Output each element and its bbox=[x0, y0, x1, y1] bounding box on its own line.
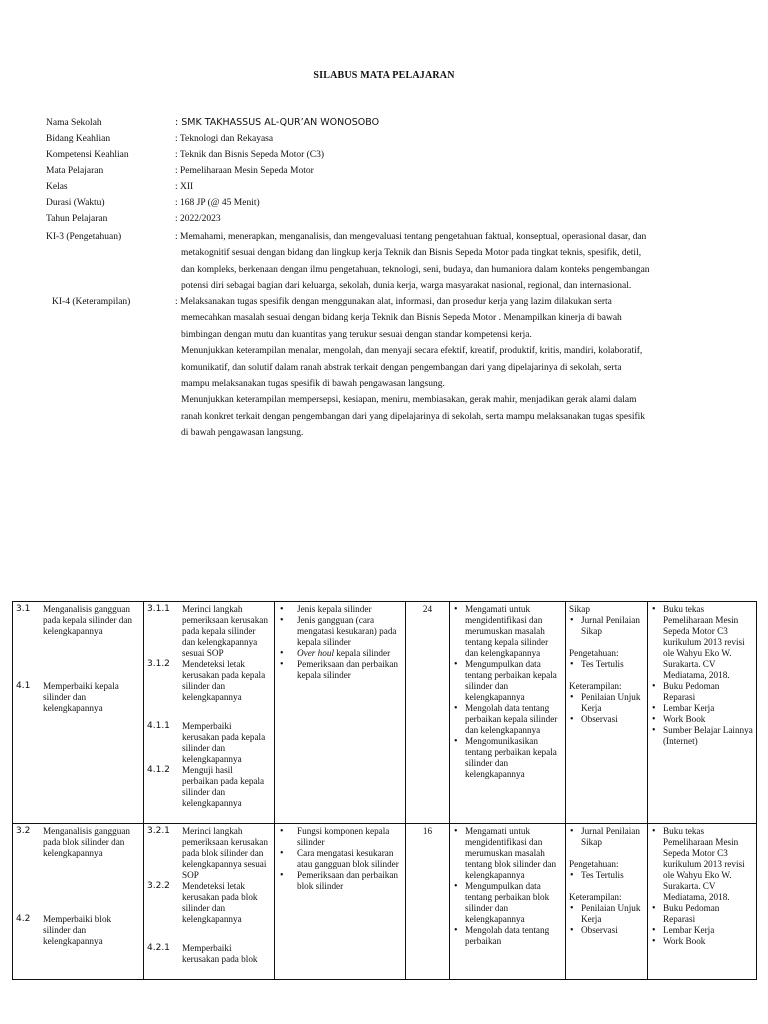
penilaian-keterampilan-label: Keterampilan: bbox=[569, 681, 622, 691]
indicator-item bbox=[147, 721, 271, 765]
indicator-number: 3.1.1 bbox=[147, 604, 170, 614]
kegiatan-list bbox=[453, 826, 562, 947]
ki3-label: KI-3 (Pengetahuan) bbox=[46, 232, 122, 242]
ki4-label: KI-4 (Keterampilan) bbox=[52, 297, 131, 307]
info-value: : XII bbox=[175, 182, 194, 192]
ki4-line: : Melaksanakan tugas spesifik dengan menggunakan alat, informasi, dan prosedur kerja yang lazim dilakukan serta bbox=[175, 297, 612, 307]
indicator-text: Memperbaiki kerusakan pada kepala silinder dan kelengkapannya bbox=[182, 721, 266, 764]
list-item: • Buku tekas Pemeliharaan Mesin Sepeda Motor C3 kurikulum 2013 revisi ole Wahyu Eko W. Surakarta. CV Mediatama, 2018. bbox=[651, 604, 753, 681]
list-item: • Lembar Kerja bbox=[651, 925, 753, 936]
list-item: • Tes Tertulis bbox=[569, 870, 644, 881]
list-item: • Mengumpulkan data tentang perbaikan blok silinder dan kelengkapannya bbox=[453, 881, 562, 925]
penilaian-pengetahuan-label: Pengetahuan: bbox=[569, 648, 619, 658]
kegiatan-list bbox=[453, 604, 562, 780]
indicator-number: 3.2.2 bbox=[147, 881, 170, 891]
indicator-number: 4.1.1 bbox=[147, 721, 170, 731]
ki4-line: komunikatif, dan solutif dalam ranah abstrak terkait dengan pengembangan dari yang dipelajarinya di sekolah, serta bbox=[181, 362, 622, 373]
list-item bbox=[278, 848, 402, 870]
indicator-number: 4.2.1 bbox=[147, 943, 170, 953]
ki4-line: di bawah pengawasan langsung. bbox=[181, 428, 304, 439]
info-row-subject bbox=[46, 163, 736, 179]
ki4-text bbox=[175, 294, 745, 442]
indicator-text: Mendeteksi letak kerusakan pada blok silinder dan kelengkapannya bbox=[182, 881, 258, 924]
info-label: Kompetensi Keahlian bbox=[46, 150, 129, 160]
list-item: • Mengamati untuk mengidentifikasi dan merumuskan masalah tentang blok silinder dan kelengkapannya bbox=[453, 826, 562, 881]
ki3-text bbox=[175, 229, 745, 295]
materi-text: Pemeriksaan dan perbaikan blok silinder bbox=[297, 870, 399, 891]
sumber-list bbox=[651, 826, 753, 947]
kd-cell bbox=[13, 602, 144, 824]
indicator-cell bbox=[144, 602, 275, 824]
list-item: • Penilaian Unjuk Kerja bbox=[569, 692, 644, 714]
penilaian-cell bbox=[566, 824, 648, 980]
indicator-item bbox=[147, 659, 271, 703]
info-label: Nama Sekolah bbox=[46, 118, 102, 128]
list-item bbox=[278, 659, 402, 681]
penilaian-keterampilan-list bbox=[569, 903, 644, 936]
ki3-line: dan kompleks, berkenaan dengan ilmu pengetahuan, teknologi, seni, budaya, dan humaniora dalam konteks pengembangan bbox=[181, 264, 650, 275]
ki3-line: metakognitif sesuai dengan bidang dan lingkup kerja Teknik dan Bisnis Sepeda Motor pada tingkat teknis, spesifik, detil, bbox=[181, 248, 642, 259]
indicator-cell bbox=[144, 824, 275, 980]
indicator-item bbox=[147, 943, 271, 965]
table-row bbox=[13, 602, 757, 824]
indicator-number: 3.1.2 bbox=[147, 659, 170, 669]
indicator-text: Mendeteksi letak kerusakan pada kepala silinder dan kelengkapannya bbox=[182, 659, 266, 702]
kd4-item bbox=[16, 681, 140, 714]
syllabus-table bbox=[12, 601, 757, 980]
list-item: • Work Book bbox=[651, 714, 753, 725]
table-row bbox=[13, 824, 757, 980]
list-item: • Jurnal Penilaian Sikap bbox=[569, 826, 644, 848]
indicator-number: 4.1.2 bbox=[147, 765, 170, 775]
info-label: Durasi (Waktu) bbox=[46, 198, 105, 208]
list-item bbox=[278, 826, 402, 848]
indicator-item bbox=[147, 881, 271, 925]
document-title: SILABUS MATA PELAJARAN bbox=[313, 70, 455, 81]
info-row-competency bbox=[46, 147, 736, 163]
kd-text: Menganalisis gangguan pada blok silinder dan kelengkapannya bbox=[43, 826, 131, 858]
materi-text: Jenis kepala silinder bbox=[297, 604, 372, 614]
indicator-number: 3.2.1 bbox=[147, 826, 170, 836]
list-item: • Mengumpulkan data tentang perbaikan kepala silinder dan kelengkapannya bbox=[453, 659, 562, 703]
jp-cell: 24 bbox=[406, 602, 450, 824]
ki3-line: potensi diri sebagai bagian dari keluarga, sekolah, dunia kerja, warga masyarakat nasional, regional, dan internasional. bbox=[181, 281, 632, 292]
materi-cell bbox=[275, 824, 406, 980]
info-row-class bbox=[46, 179, 736, 195]
jp-cell: 16 bbox=[406, 824, 450, 980]
ki4-line: mampu melaksanakan tugas spesifik di bawah pengawasan langsung. bbox=[181, 379, 445, 390]
indicator-item bbox=[147, 604, 271, 659]
ki4-line: ranah konkret terkait dengan pengembangan dari yang dipelajarinya di sekolah, serta mampu melaksanakan tugas spesifik bbox=[181, 411, 646, 422]
ki4-line: bimbingan dengan mutu dan kuantitas yang terukur sesuai dengan standar kompetensi kerja. bbox=[181, 329, 532, 340]
penilaian-pengetahuan-label: Pengetahuan: bbox=[569, 859, 619, 869]
indicator-text: Menguji hasil perbaikan pada kepala silinder dan kelengkapannya bbox=[182, 765, 265, 808]
sumber-cell bbox=[648, 602, 757, 824]
ki4-line: Menunjukkan keterampilan menalar, mengolah, dan menyaji secara efektif, kreatif, produktif, kritis, mandiri, kolaboratif, bbox=[181, 346, 643, 357]
list-item bbox=[278, 604, 402, 615]
list-item bbox=[278, 615, 402, 648]
indicator-text: Memperbaiki kerusakan pada blok bbox=[182, 943, 258, 964]
list-item: • Mengomunikasikan tentang perbaikan kepala silinder dan kelengkapannya bbox=[453, 736, 562, 780]
info-row-field bbox=[46, 131, 736, 147]
info-row-school bbox=[46, 115, 736, 131]
info-label: Mata Pelajaran bbox=[46, 166, 104, 176]
indicator-item bbox=[147, 826, 271, 881]
kd-number: 3.2 bbox=[16, 826, 31, 836]
info-value: : SMK TAKHASSUS AL-QUR’AN WONOSOBO bbox=[175, 117, 380, 128]
kd4-item bbox=[16, 914, 140, 947]
penilaian-keterampilan-list bbox=[569, 692, 644, 725]
info-row-duration bbox=[46, 195, 736, 211]
indicator-text: Merinci langkah pemeriksaan kerusakan pada blok silinder dan kelengkapannya sesuai SOP bbox=[182, 826, 268, 880]
list-item: • Work Book bbox=[651, 936, 753, 947]
penilaian-sikap-list bbox=[569, 826, 644, 848]
kd3-item bbox=[16, 826, 140, 859]
info-value: : 2022/2023 bbox=[175, 214, 221, 224]
list-item: • Mengamati untuk mengidentifikasi dan merumuskan masalah tentang kepala silinder dan kelengkapannya bbox=[453, 604, 562, 659]
list-item: • Buku Pedoman Reparasi bbox=[651, 903, 753, 925]
kegiatan-cell bbox=[450, 602, 566, 824]
penilaian-sikap-list bbox=[569, 615, 644, 637]
info-value: : Pemeliharaan Mesin Sepeda Motor bbox=[175, 166, 314, 176]
penilaian-keterampilan-label: Keterampilan: bbox=[569, 892, 622, 902]
kd-text: Menganalisis gangguan pada kepala silinder dan kelengkapannya bbox=[43, 604, 133, 636]
penilaian-sikap-label: Sikap bbox=[569, 604, 590, 614]
sumber-list bbox=[651, 604, 753, 747]
kd-number: 3.1 bbox=[16, 604, 31, 614]
list-item: • Mengolah data tentang perbaikan bbox=[453, 925, 562, 947]
info-value: : Teknik dan Bisnis Sepeda Motor (C3) bbox=[175, 150, 325, 160]
list-item: • Buku tekas Pemeliharaan Mesin Sepeda Motor C3 kurikulum 2013 revisi ole Wahyu Eko W. Surakarta. CV Mediatama, 2018. bbox=[651, 826, 753, 903]
ki4-line: Menunjukkan keterampilan mempersepsi, kesiapan, meniru, membiasakan, gerak mahir, menjadikan gerak alami dalam bbox=[181, 395, 637, 406]
identity-block bbox=[46, 115, 736, 227]
indicator-text: Merinci langkah pemeriksaan kerusakan pada kepala silinder dan kelengkapannya sesuai SOP bbox=[182, 604, 268, 658]
materi-emphasis: Over houl bbox=[297, 648, 334, 658]
materi-list bbox=[278, 604, 402, 681]
materi-list bbox=[278, 826, 402, 892]
ki4-line: memecahkan masalah sesuai dengan bidang kerja Teknik dan Bisnis Sepeda Motor . Menampilkan kinerja di bawah bbox=[181, 313, 622, 324]
ki3-line: : Memahami, menerapkan, menganalisis, dan mengevaluasi tentang pengetahuan faktual, konseptual, operasional dasar, dan bbox=[175, 232, 647, 242]
list-item bbox=[278, 870, 402, 892]
info-value: : Teknologi dan Rekayasa bbox=[175, 134, 274, 144]
materi-cell bbox=[275, 602, 406, 824]
list-item bbox=[278, 648, 402, 659]
list-item: • Jurnal Penilaian Sikap bbox=[569, 615, 644, 637]
kd-number: 4.2 bbox=[16, 914, 31, 924]
kd-cell bbox=[13, 824, 144, 980]
kd-number: 4.1 bbox=[16, 681, 31, 691]
info-label: Tahun Pelajaran bbox=[46, 214, 108, 224]
list-item: • Observasi bbox=[569, 714, 644, 725]
list-item: • Lembar Kerja bbox=[651, 703, 753, 714]
indicator-item bbox=[147, 765, 271, 809]
kd3-item bbox=[16, 604, 140, 637]
info-label: Bidang Keahlian bbox=[46, 134, 111, 144]
sumber-cell bbox=[648, 824, 757, 980]
kegiatan-cell bbox=[450, 824, 566, 980]
list-item: • Penilaian Unjuk Kerja bbox=[569, 903, 644, 925]
list-item: • Tes Tertulis bbox=[569, 659, 644, 670]
materi-text: Fungsi komponen kepala silinder bbox=[297, 826, 390, 847]
materi-text: kepala silinder bbox=[334, 648, 391, 658]
info-label: Kelas bbox=[46, 182, 68, 192]
materi-text: Pemeriksaan dan perbaikan kepala silinder bbox=[297, 659, 399, 680]
penilaian-pengetahuan-list bbox=[569, 659, 644, 670]
info-value: : 168 JP (@ 45 Menit) bbox=[175, 198, 260, 208]
info-row-year bbox=[46, 211, 736, 227]
list-item: • Sumber Belajar Lainnya (Internet) bbox=[651, 725, 753, 747]
penilaian-pengetahuan-list bbox=[569, 870, 644, 881]
materi-text: Cara mengatasi kesukaran atau gangguan blok silinder bbox=[297, 848, 399, 869]
materi-text: Jenis gangguan (cara mengatasi kesukaran) pada kepala silinder bbox=[297, 615, 397, 647]
list-item: • Buku Pedoman Reparasi bbox=[651, 681, 753, 703]
kd-text: Memperbaiki kepala silinder dan kelengkapannya bbox=[43, 681, 119, 713]
list-item: • Mengolah data tentang perbaikan kepala silinder dan kelengkapannya bbox=[453, 703, 562, 736]
penilaian-cell bbox=[566, 602, 648, 824]
list-item: • Observasi bbox=[569, 925, 644, 936]
kd-text: Memperbaiki blok silinder dan kelengkapannya bbox=[43, 914, 112, 946]
